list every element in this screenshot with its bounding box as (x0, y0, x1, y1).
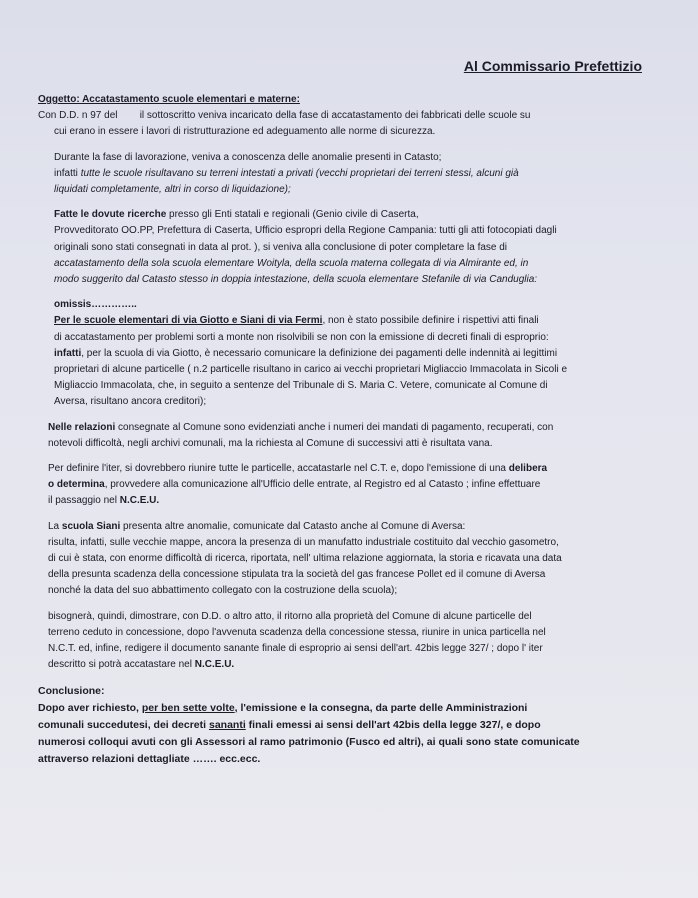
paragraph-giotto-siani (38, 297, 650, 410)
subject-section (38, 92, 650, 141)
paragraph-line: Provveditorato OO.PP, Prefettura di Caserta, Ufficio espropri della Regione Campania: tutti gli atti fotocopiati dagli (54, 225, 557, 237)
paragraph-line: modo suggerito dal Catasto stesso in doppia intestazione, della scuola elementare Stefanile di via Canduglia: (54, 274, 538, 286)
paragraph-line: Migliaccio Immacolata, che, in seguito a sentenze del Tribunale di S. Maria C. Vetere, comunicate al Comune di (54, 380, 548, 392)
paragraph-iter (38, 461, 650, 510)
paragraph-bisognera (38, 609, 650, 674)
paragraph-line: bisognerà, quindi, dimostrare, con D.D. o altro atto, il ritorno alla proprietà del Comune di alcune particelle del (48, 610, 532, 622)
paragraph-siani (38, 519, 650, 600)
paragraph-line: La scuola Siani presenta altre anomalie, comunicate dal Catasto anche al Comune di Aversa: (48, 520, 466, 532)
subject-line: Con D.D. n 97 del il sottoscritto veniva incaricato della fase di accatastamento dei fabbricati delle scuole su (38, 110, 531, 122)
paragraph-line: proprietari di alcune particelle ( n.2 particelle risultano in carico ai vecchi proprietari Migliaccio Immacolata in Sicoli e (54, 364, 568, 376)
paragraph-line: descritto si potrà accatastare nel N.C.E.U. (48, 659, 235, 671)
conclusion-line: Dopo aver richiesto, per ben sette volte, l'emissione e la consegna, da parte delle Amministrazioni (38, 701, 528, 714)
paragraph-line: Per le scuole elementari di via Giotto e Siani di via Fermi, non è stato possibile definire i rispettivi atti finali (54, 315, 539, 327)
paragraph-line: notevoli difficoltà, negli archivi comunali, ma la richiesta al Comune di successivi atti è risultata vana. (48, 437, 493, 449)
conclusion-line: attraverso relazioni dettagliate ……. ecc.ecc. (38, 752, 261, 765)
conclusion-line: numerosi colloqui avuti con gli Assessori al ramo patrimonio (Fusco ed altri), ai quali sono state comunicate (38, 735, 580, 748)
paragraph-line: accatastamento della sola scuola elementare Woityla, della scuola materna collegata di via Almirante ed, in (54, 257, 529, 269)
paragraph-relazioni (38, 420, 650, 452)
conclusion-heading: Conclusione: (38, 684, 105, 697)
paragraph-line: di cui è stata, con enorme difficoltà di ricerca, riportata, nell' ultima relazione aggiornata, la storia e ricavata una data (48, 553, 562, 565)
paragraph-line: terreno ceduto in concessione, dopo l'avvenuta scadenza della concessione stessa, riunire in unica particella nel (48, 626, 546, 638)
paragraph-line: della presunta scadenza della concessione stipulata tra la società del gas francese Pollet ed il comune di Aversa (48, 569, 546, 581)
paragraph-anomalies (38, 150, 650, 199)
letter-body (38, 92, 650, 768)
conclusion-line: comunali succedutesi, dei decreti sananti finali emessi ai sensi dell'art 42bis della legge 327/, e dopo (38, 718, 541, 731)
paragraph-line: infatti, per la scuola di via Giotto, è necessario comunicare la definizione dei pagamenti delle indennità ai legittimi (54, 347, 558, 359)
paragraph-line: di accatastamento per problemi sorti a monte non risolvibili se non con la emissione di decreti finali di esproprio: (54, 331, 549, 343)
omissis-marker: omissis………….. (54, 299, 137, 311)
subject-heading: Oggetto: Accatastamento scuole elementari e materne: (38, 94, 300, 105)
paragraph-line: nonché la data del suo abbattimento collegato con la costruzione della scuola); (48, 585, 398, 597)
paragraph-line: Fatte le dovute ricerche presso gli Enti statali e regionali (Genio civile di Caserta, (54, 209, 419, 221)
subject-line: cui erano in essere i lavori di ristrutturazione ed adeguamento alle norme di sicurezza. (54, 126, 436, 138)
paragraph-line: Aversa, risultano ancora creditori); (54, 396, 207, 408)
paragraph-line: Per definire l'iter, si dovrebbero riunire tutte le particelle, accatastarle nel C.T. e, dopo l'emissione di una delibera (48, 463, 548, 475)
paragraph-line: il passaggio nel N.C.E.U. (48, 495, 160, 507)
paragraph-line: Nelle relazioni consegnate al Comune sono evidenziati anche i numeri dei mandati di pagamento, recuperati, con (48, 421, 554, 433)
paragraph-line: risulta, infatti, sulle vecchie mappe, ancora la presenza di un manufatto industriale costituito dal vecchio gasometro, (48, 536, 559, 548)
conclusion-section (38, 683, 650, 768)
paragraph-line: Durante la fase di lavorazione, veniva a conoscenza delle anomalie presenti in Catasto; (54, 151, 442, 163)
paragraph-line: originali sono stati consegnati in data al prot. ), si veniva alla conclusione di poter completare la fase di (54, 241, 508, 253)
paragraph-research (38, 207, 650, 288)
paragraph-line: infatti tutte le scuole risultavano su terreni intestati a privati (vecchi proprietari dei terreni stessi, alcuni già (54, 167, 519, 179)
paragraph-line: liquidati completamente, altri in corso di liquidazione); (54, 184, 291, 196)
paragraph-line: N.C.T. ed, infine, redigere il documento sanante finale di esproprio ai sensi dell'art. 42bis legge 327/ ; dopo l' iter (48, 643, 543, 655)
paragraph-line: o determina, provvedere alla comunicazione all'Ufficio delle entrate, al Registro ed al Catasto ; infine effettuare (48, 479, 541, 491)
addressee-heading: Al Commissario Prefettizio (463, 58, 642, 74)
